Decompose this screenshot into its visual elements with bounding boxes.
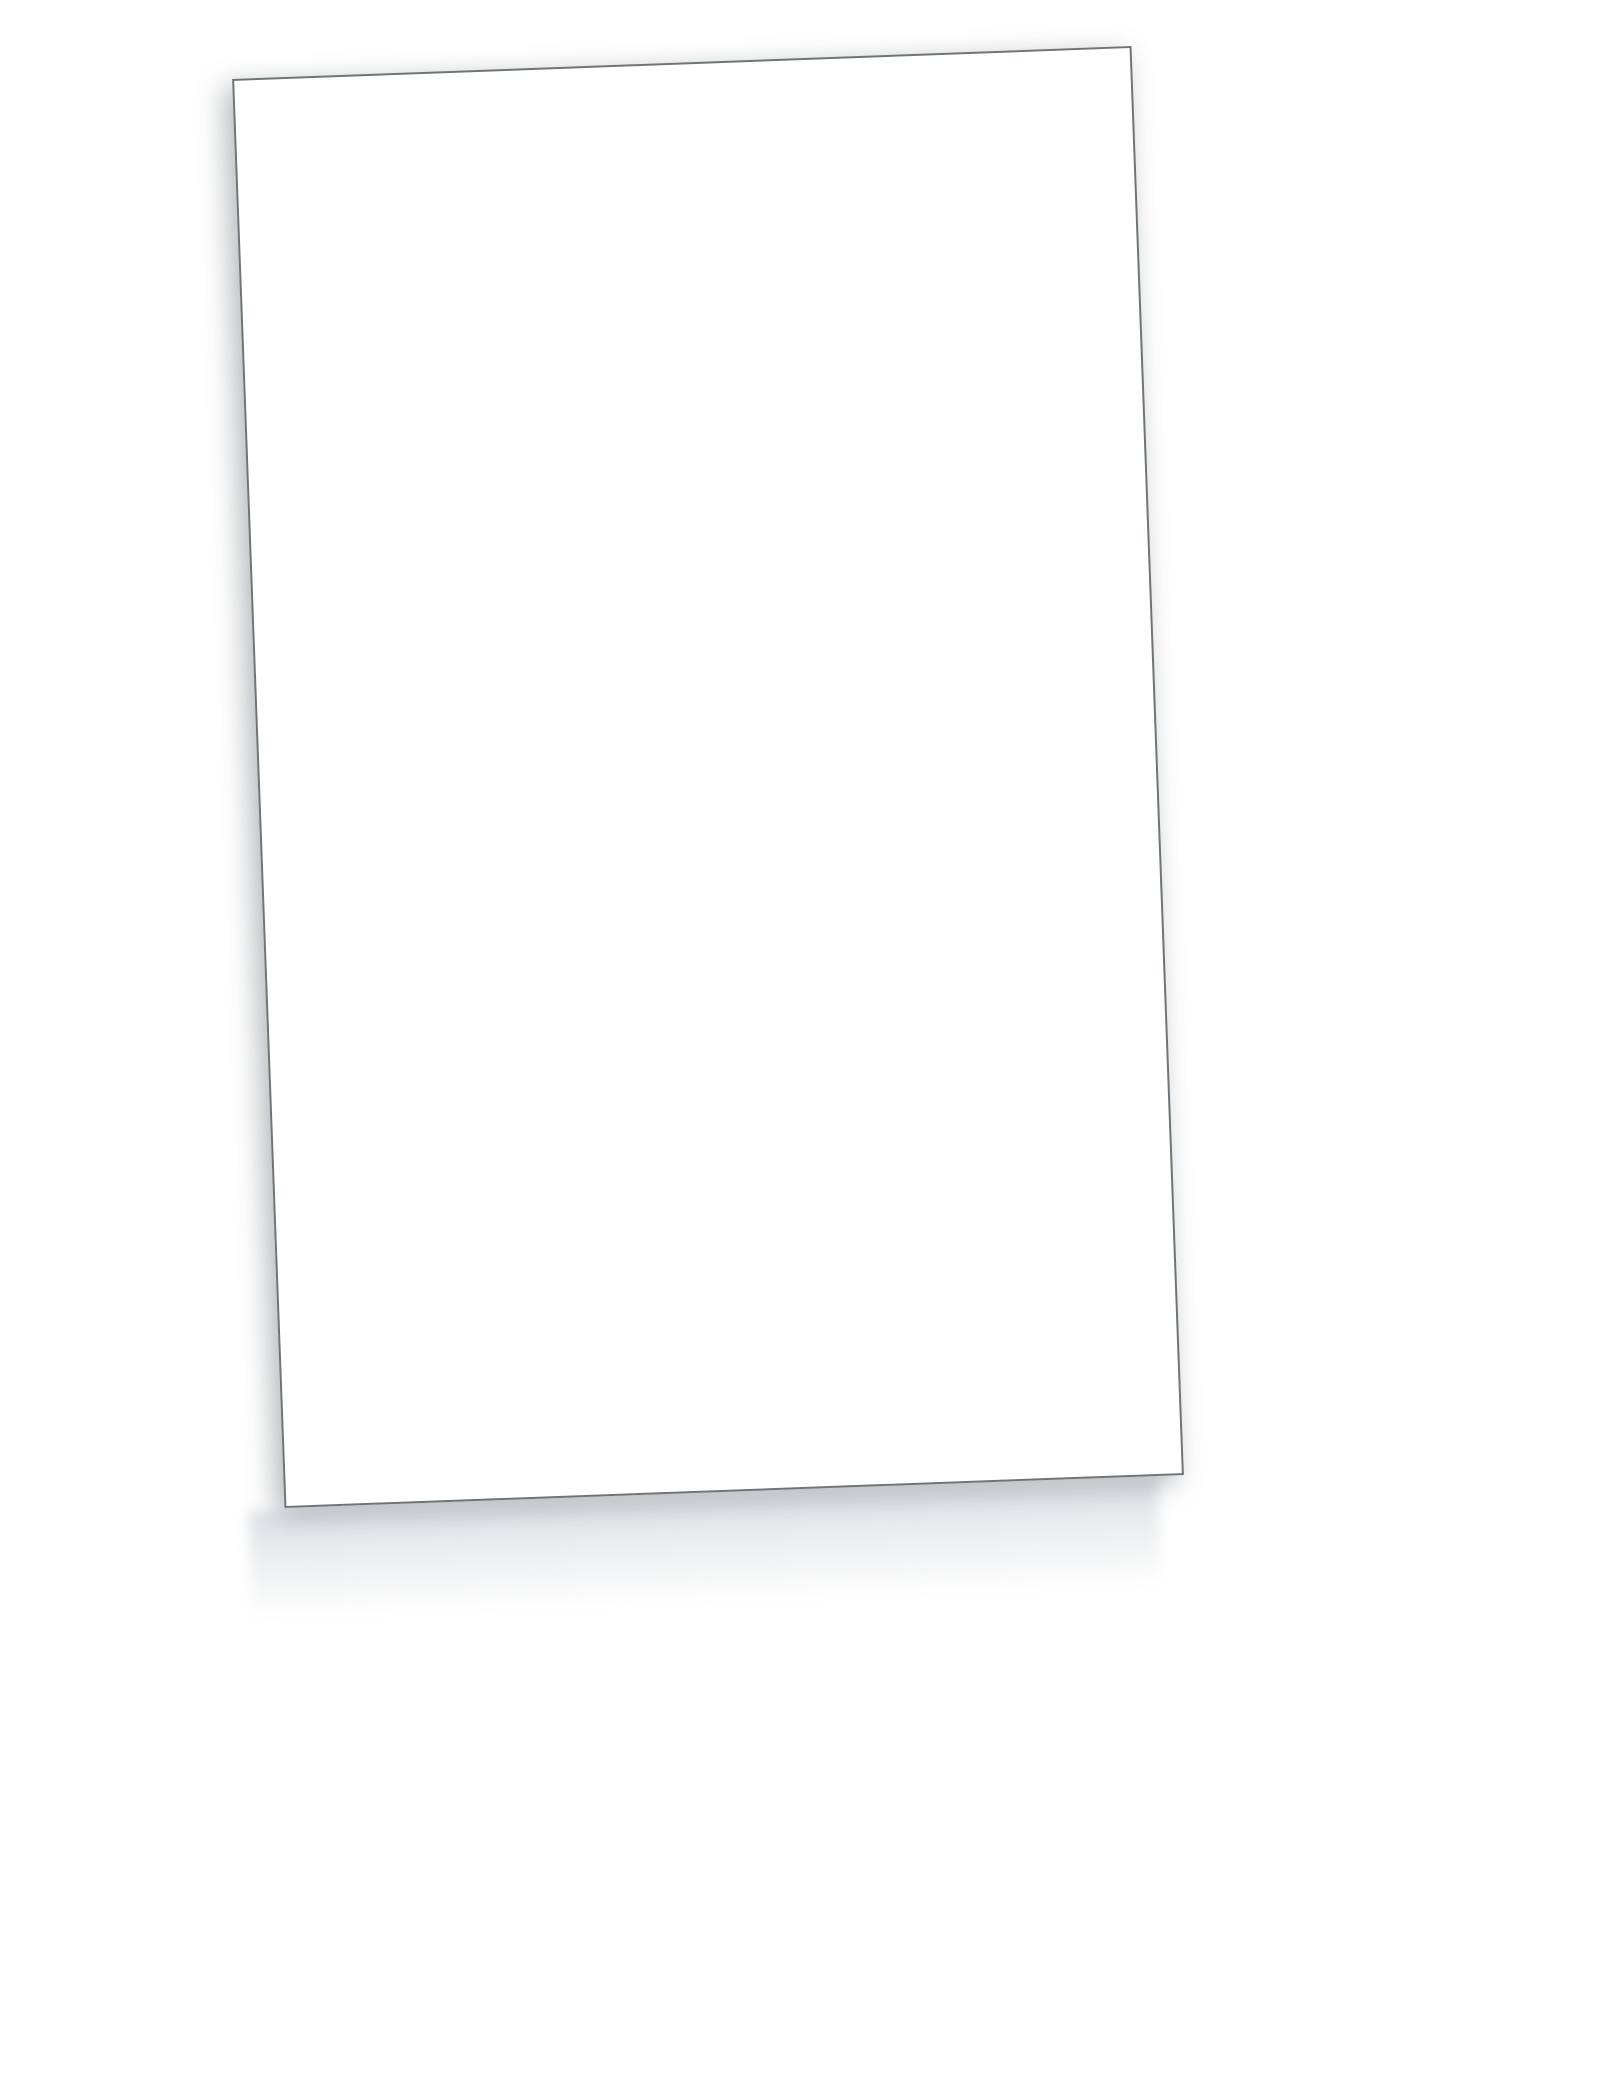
form-paper (232, 46, 1184, 1508)
